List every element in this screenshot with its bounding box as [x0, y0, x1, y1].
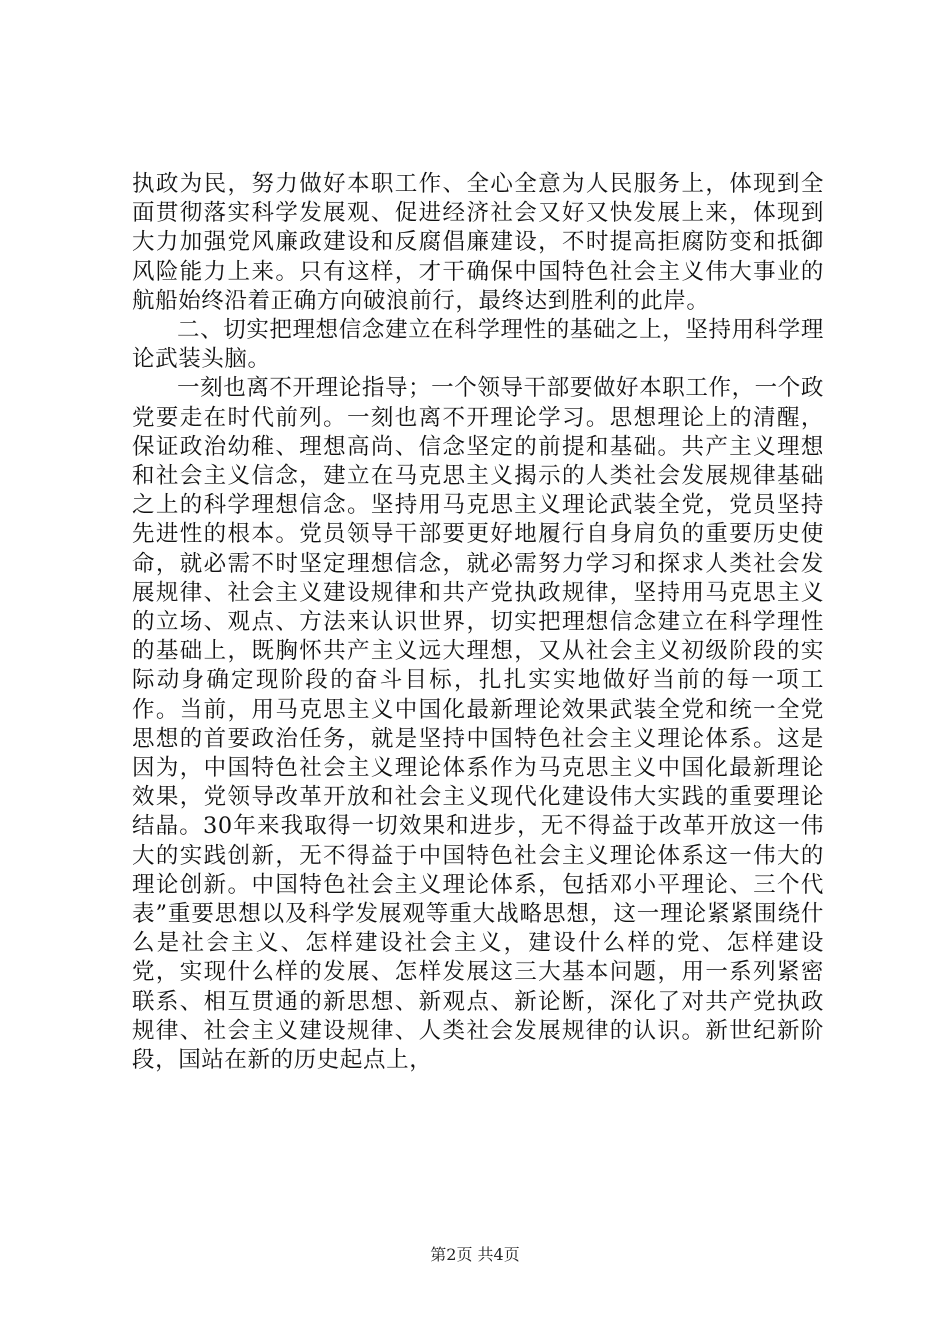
section-heading-2: 二、切实把理想信念建立在科学理性的基础之上，坚持用科学理论武装头脑。 — [132, 317, 824, 373]
paragraph-continuation: 执政为民，努力做好本职工作、全心全意为人民服务上，体现到全面贯彻落实科学发展观、促进经济社会又好又快发展上来，体现到大力加强党风廉政建设和反腐倡廉建设，不时提高拒腐防变和抵御风险能力上来。只有这样，才干确保中国特色社会主义伟大事业的航船始终沿着正确方向破浪前行，最终达到胜利的此岸。 — [132, 171, 824, 314]
page-number-footer: 第2页 共4页 — [430, 1245, 520, 1264]
document-body — [132, 170, 824, 1075]
paragraph-theory: 一刻也离不开理论指导；一个领导干部要做好本职工作，一个政党要走在时代前列。一刻也离不开理论学习。思想理论上的清醒，保证政治幼稚、理想高尚、信念坚定的前提和基础。共产主义理想和社会主义信念，建立在马克思主义揭示的人类社会发展规律基础之上的科学理想信念。坚持用马克思主义理论武装全党，党员坚持先进性的根本。党员领导干部要更好地履行自身肩负的重要历史使命，就必需不时坚定理想信念，就必需努力学习和探求人类社会发展规律、社会主义建设规律和共产党执政规律，坚持用马克思主义的立场、观点、方法来认识世界，切实把理想信念建立在科学理性的基础上，既胸怀共产主义远大理想，又从社会主义初级阶段的实际动身确定现阶段的奋斗目标，扎扎实实地做好当前的每一项工作。当前，用马克思主义中国化最新理论效果武装全党和统一全党思想的首要政治任务，就是坚持中国特色社会主义理论体系。这是因为，中国特色社会主义理论体系作为马克思主义中国化最新理论效果，党领导改革开放和社会主义现代化建设伟大实践的重要理论结晶。30年来我取得一切效果和进步，无不得益于改革开放这一伟大的实践创新，无不得益于中国特色社会主义理论体系这一伟大的理论创新。中国特色社会主义理论体系，包括邓小平理论、三个代表”重要思想以及科学发展观等重大战略思想，这一理论紧紧围绕什么是社会主义、怎样建设社会主义，建设什么样的党、怎样建设党，实现什么样的发展、怎样发展这三大基本问题，用一系列紧密联系、相互贯通的新思想、新观点、新论断，深化了对共产党执政规律、社会主义建设规律、人类社会发展规律的认识。新世纪新阶段，国站在新的历史起点上， — [132, 375, 824, 1074]
